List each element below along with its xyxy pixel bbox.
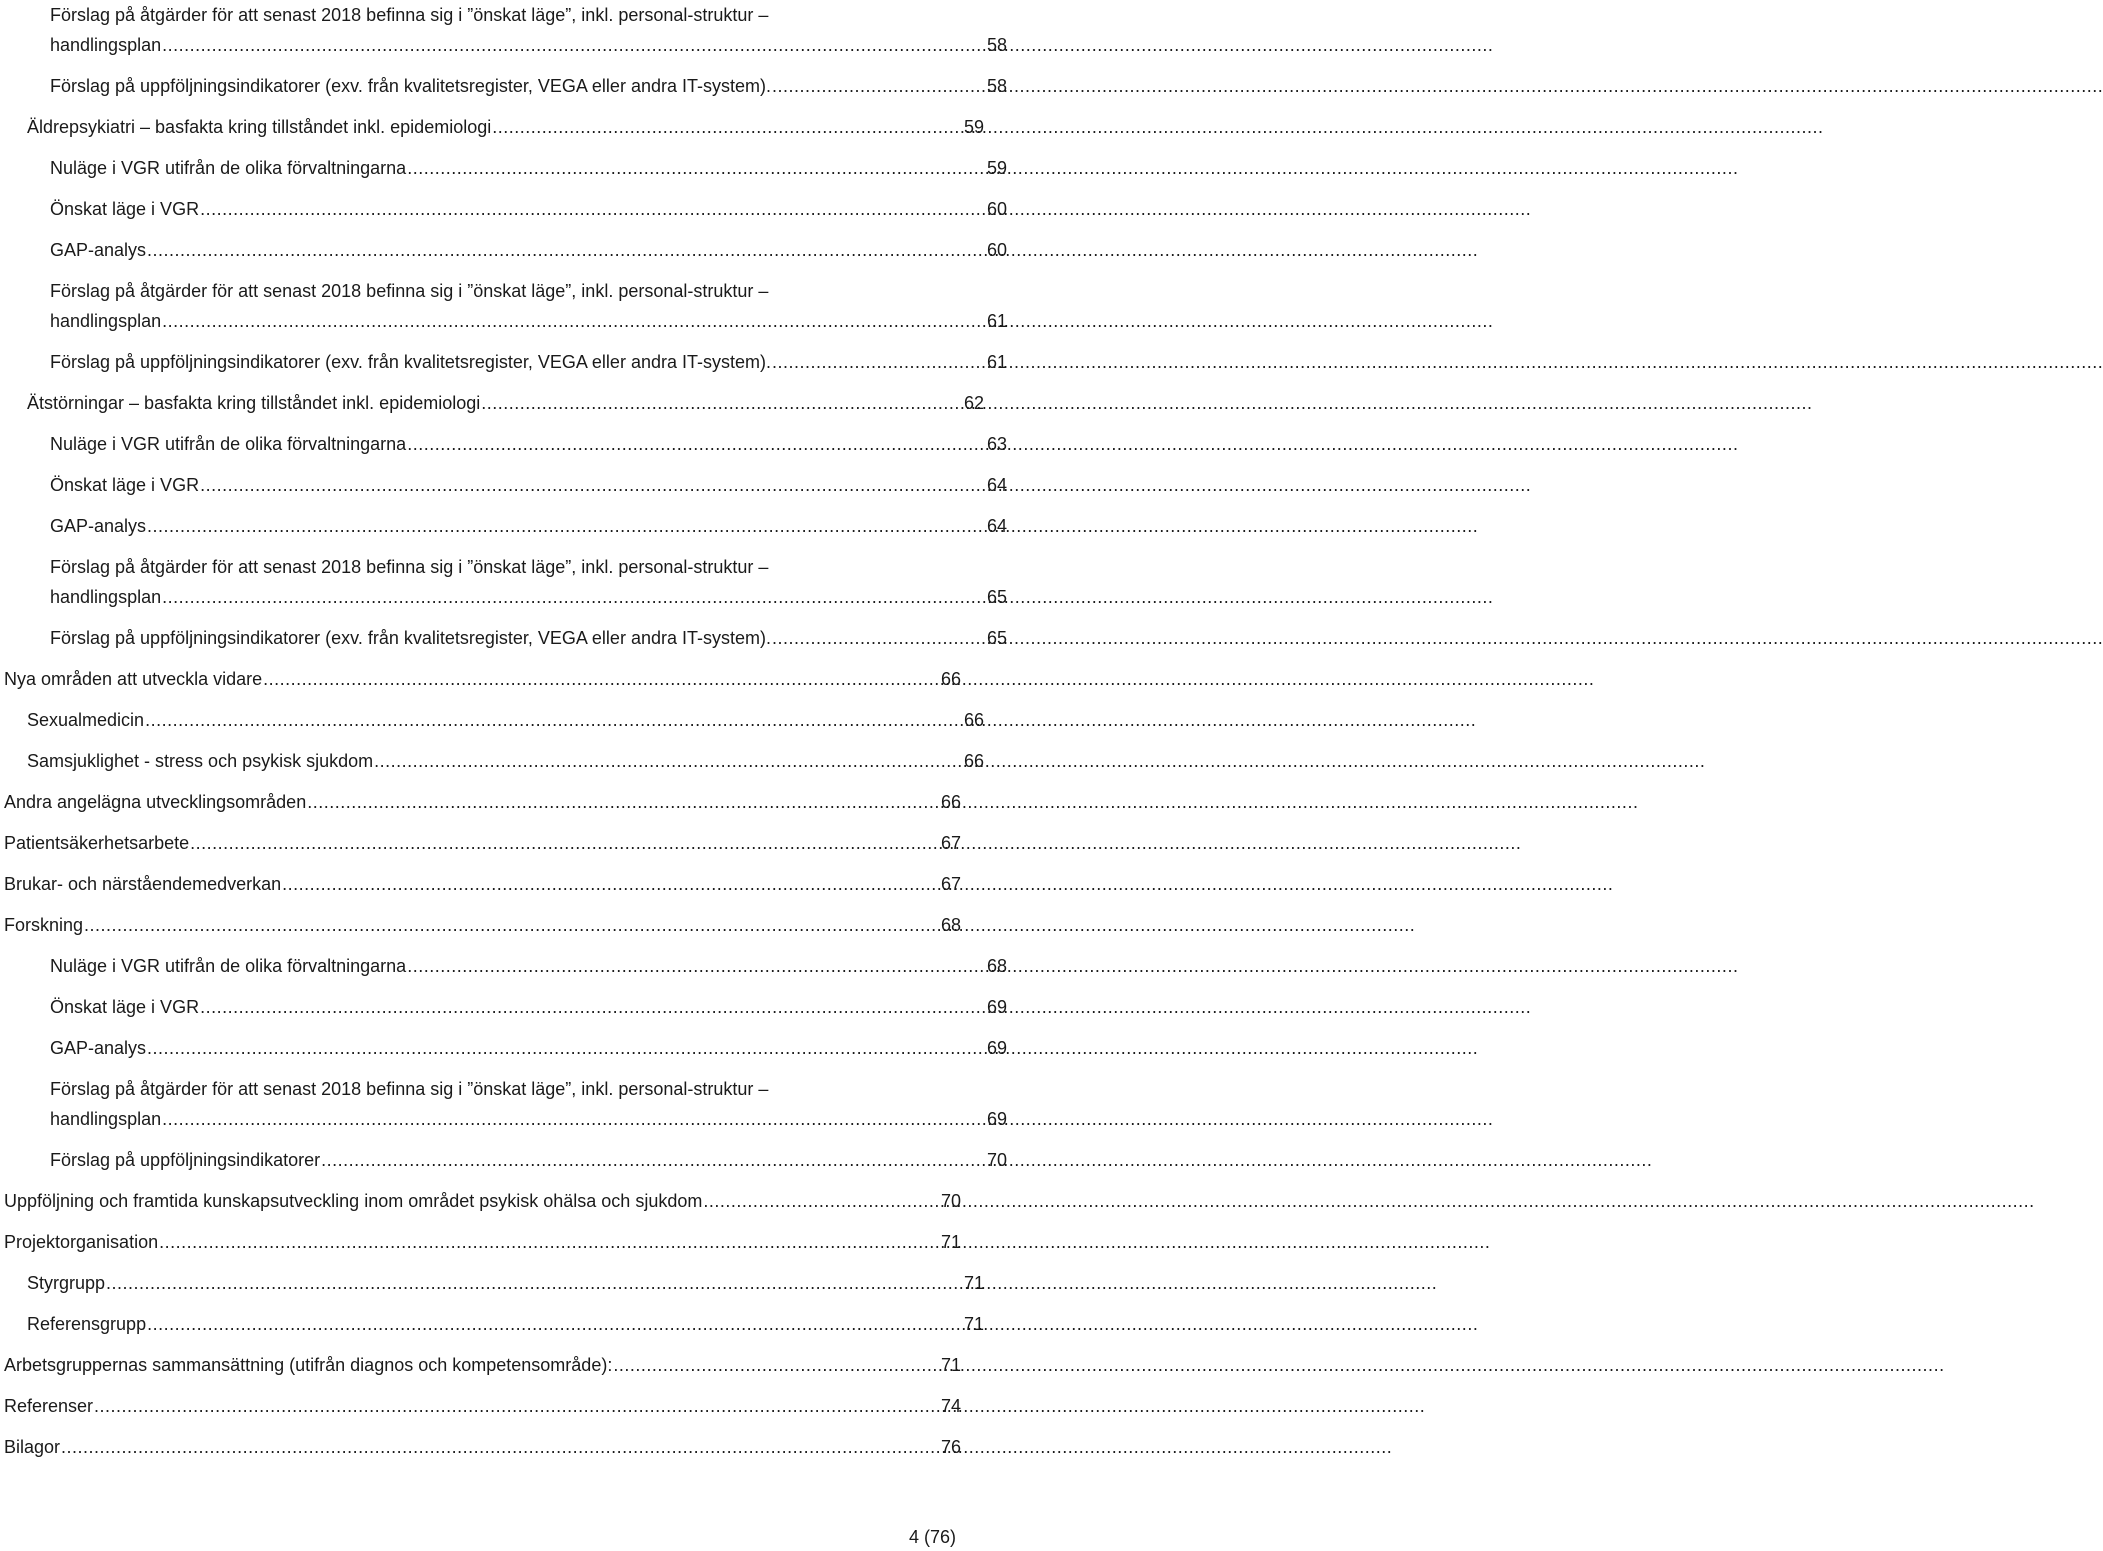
- toc-entry[interactable]: [0, 1432, 964, 1462]
- toc-entry-page: 70: [986, 1150, 1007, 1170]
- toc-entry[interactable]: [0, 910, 964, 940]
- dot-leader: [145, 705, 961, 735]
- toc-entry[interactable]: [0, 1186, 964, 1216]
- toc-entry-page: 67: [940, 833, 961, 853]
- toc-entry-title: Styrgrupp: [27, 1273, 106, 1293]
- toc-entry[interactable]: [0, 388, 987, 418]
- toc-entry[interactable]: [0, 1145, 1010, 1175]
- toc-entry-page: 60: [986, 240, 1007, 260]
- toc-entry-title: GAP-analys: [50, 240, 147, 260]
- dot-leader: [147, 235, 984, 265]
- toc-entry[interactable]: [0, 828, 964, 858]
- page-number: 4 (76): [908, 1527, 956, 1547]
- dot-leader: [147, 511, 984, 541]
- toc-entry-page: 65: [986, 628, 1007, 648]
- toc-entry-page: 71: [963, 1273, 984, 1293]
- toc-entry-title: Förslag på uppföljningsindikatorer (exv. från kvalitetsregister, VEGA eller andra IT-system).: [50, 352, 771, 372]
- toc-entry-page: 65: [986, 587, 1007, 607]
- toc-entry-title: Arbetsgruppernas sammansättning (utifrån diagnos och kompetensområde):: [4, 1355, 613, 1375]
- dot-leader: [263, 664, 938, 694]
- toc-entry-page: 63: [986, 434, 1007, 454]
- toc-entry-title: Referenser: [4, 1396, 94, 1416]
- toc-entry-page: 59: [963, 117, 984, 137]
- toc-entry-page: 67: [940, 874, 961, 894]
- toc-entry[interactable]: [0, 235, 1010, 265]
- dot-leader: [200, 992, 984, 1022]
- toc-entry-page: 71: [940, 1232, 961, 1252]
- toc-entry-page: 66: [963, 751, 984, 771]
- toc-entry[interactable]: [0, 71, 1010, 101]
- dot-leader: [481, 388, 961, 418]
- toc-entry[interactable]: [0, 992, 1010, 1022]
- toc-entry[interactable]: [0, 276, 1010, 336]
- toc-entry-title: Forskning: [4, 915, 84, 935]
- toc-entry-page: 74: [940, 1396, 961, 1416]
- dot-leader: [106, 1268, 961, 1298]
- toc-entry-title: handlingsplan: [50, 1109, 162, 1129]
- dot-leader: [159, 1227, 938, 1257]
- dot-leader: [147, 1033, 984, 1063]
- dot-leader: [200, 194, 984, 224]
- dot-leader: [772, 71, 984, 101]
- toc-entry-title: Referensgrupp: [27, 1314, 147, 1334]
- toc-entry-title-line: Förslag på åtgärder för att senast 2018 befinna sig i ”önskat läge”, inkl. personal-struktur –: [50, 5, 769, 25]
- dot-leader: [307, 787, 938, 817]
- dot-leader: [772, 347, 984, 377]
- toc-entry[interactable]: [0, 1309, 987, 1339]
- dot-leader: [321, 1145, 984, 1175]
- toc-entry[interactable]: [0, 153, 1010, 183]
- toc-entry-title: Önskat läge i VGR: [50, 199, 200, 219]
- toc-entry-title: GAP-analys: [50, 516, 147, 536]
- toc-entry[interactable]: [0, 470, 1010, 500]
- toc-entry-title: Önskat läge i VGR: [50, 997, 200, 1017]
- toc-entry-page: 76: [940, 1437, 961, 1457]
- toc-entry[interactable]: [0, 705, 987, 735]
- toc-entry-page: 58: [986, 76, 1007, 96]
- toc-entry[interactable]: [0, 623, 1010, 653]
- toc-entry-title-line: Förslag på åtgärder för att senast 2018 befinna sig i ”önskat läge”, inkl. personal-struktur –: [50, 1079, 769, 1099]
- dot-leader: [162, 1104, 984, 1134]
- toc-entry-page: 71: [963, 1314, 984, 1334]
- toc-entry-page: 61: [986, 352, 1007, 372]
- dot-leader: [407, 153, 984, 183]
- toc-entry[interactable]: [0, 1227, 964, 1257]
- toc-entry[interactable]: [0, 1350, 964, 1380]
- toc-entry-title: Förslag på uppföljningsindikatorer (exv. från kvalitetsregister, VEGA eller andra IT-system).: [50, 628, 771, 648]
- toc-entry[interactable]: [0, 1268, 987, 1298]
- toc-entry[interactable]: [0, 1391, 964, 1421]
- toc-entry-title: Projektorganisation: [4, 1232, 159, 1252]
- toc-entry-title: Sexualmedicin: [27, 710, 145, 730]
- toc-entry[interactable]: [0, 112, 987, 142]
- toc-entry[interactable]: [0, 0, 1010, 60]
- toc-entry-page: 69: [986, 1038, 1007, 1058]
- toc-entry-title: Patientsäkerhetsarbete: [4, 833, 190, 853]
- toc-entry[interactable]: [0, 746, 987, 776]
- toc-entry-title: Förslag på uppföljningsindikatorer (exv. från kvalitetsregister, VEGA eller andra IT-system).: [50, 76, 771, 96]
- toc-entry-title: Äldrepsykiatri – basfakta kring tillståndet inkl. epidemiologi: [27, 117, 492, 137]
- dot-leader: [162, 30, 984, 60]
- toc-entry-title: Nya områden att utveckla vidare: [4, 669, 263, 689]
- toc-entry-page: 58: [986, 35, 1007, 55]
- toc-entry-page: 66: [940, 792, 961, 812]
- toc-entry[interactable]: [0, 869, 964, 899]
- toc-entry[interactable]: [0, 951, 1010, 981]
- toc-entry-title: Bilagor: [4, 1437, 61, 1457]
- dot-leader: [162, 306, 984, 336]
- toc-entry-title: handlingsplan: [50, 35, 162, 55]
- toc-entry-title: Nuläge i VGR utifrån de olika förvaltningarna: [50, 434, 407, 454]
- toc-entry-page: 71: [940, 1355, 961, 1375]
- dot-leader: [613, 1350, 938, 1380]
- dot-leader: [162, 582, 984, 612]
- toc-entry-page: 59: [986, 158, 1007, 178]
- toc-entry-title-line: Förslag på åtgärder för att senast 2018 befinna sig i ”önskat läge”, inkl. personal-struktur –: [50, 557, 769, 577]
- toc-entry[interactable]: [0, 787, 964, 817]
- dot-leader: [374, 746, 961, 776]
- toc-entry-page: 60: [986, 199, 1007, 219]
- toc-entry-title: Ätstörningar – basfakta kring tillståndet inkl. epidemiologi: [27, 393, 481, 413]
- dot-leader: [703, 1186, 938, 1216]
- dot-leader: [147, 1309, 961, 1339]
- toc-entry-page: 66: [940, 669, 961, 689]
- toc-entry-page: 69: [986, 1109, 1007, 1129]
- dot-leader: [84, 910, 938, 940]
- toc-entry-title: Brukar- och närståendemedverkan: [4, 874, 282, 894]
- toc-entry[interactable]: [0, 1074, 1010, 1134]
- dot-leader: [492, 112, 961, 142]
- dot-leader: [772, 623, 984, 653]
- toc-entry-title: GAP-analys: [50, 1038, 147, 1058]
- toc-entry-title: Uppföljning och framtida kunskapsutveckling inom området psykisk ohälsa och sjukdom: [4, 1191, 703, 1211]
- toc-entry-page: 69: [986, 997, 1007, 1017]
- toc-entry-page: 64: [986, 475, 1007, 495]
- dot-leader: [190, 828, 938, 858]
- dot-leader: [61, 1432, 938, 1462]
- toc-entry-page: 62: [963, 393, 984, 413]
- dot-leader: [200, 470, 984, 500]
- toc-entry-title: handlingsplan: [50, 587, 162, 607]
- dot-leader: [94, 1391, 938, 1421]
- toc-entry-title: Nuläge i VGR utifrån de olika förvaltningarna: [50, 956, 407, 976]
- toc-entry[interactable]: [0, 552, 1010, 612]
- toc-entry-page: 68: [940, 915, 961, 935]
- dot-leader: [282, 869, 938, 899]
- toc-entry-page: 68: [986, 956, 1007, 976]
- toc-entry-title: Nuläge i VGR utifrån de olika förvaltningarna: [50, 158, 407, 178]
- toc-entry[interactable]: [0, 511, 1010, 541]
- toc-entry-title: Samsjuklighet - stress och psykisk sjukdom: [27, 751, 374, 771]
- toc-entry-page: 61: [986, 311, 1007, 331]
- toc-entry-title-line: Förslag på åtgärder för att senast 2018 befinna sig i ”önskat läge”, inkl. personal-struktur –: [50, 281, 769, 301]
- toc-entry-title: Önskat läge i VGR: [50, 475, 200, 495]
- toc-entry[interactable]: [0, 429, 1010, 459]
- toc-entry[interactable]: [0, 347, 1010, 377]
- toc-entry[interactable]: [0, 1033, 1010, 1063]
- dot-leader: [407, 429, 984, 459]
- toc-entry-page: 70: [940, 1191, 961, 1211]
- toc-entry-page: 64: [986, 516, 1007, 536]
- toc-entry[interactable]: [0, 194, 1010, 224]
- toc-entry-title: Förslag på uppföljningsindikatorer: [50, 1150, 321, 1170]
- toc-entry[interactable]: [0, 664, 964, 694]
- toc-entry-title: Andra angelägna utvecklingsområden: [4, 792, 307, 812]
- toc-entry-title: handlingsplan: [50, 311, 162, 331]
- toc-entry-page: 66: [963, 710, 984, 730]
- dot-leader: [407, 951, 984, 981]
